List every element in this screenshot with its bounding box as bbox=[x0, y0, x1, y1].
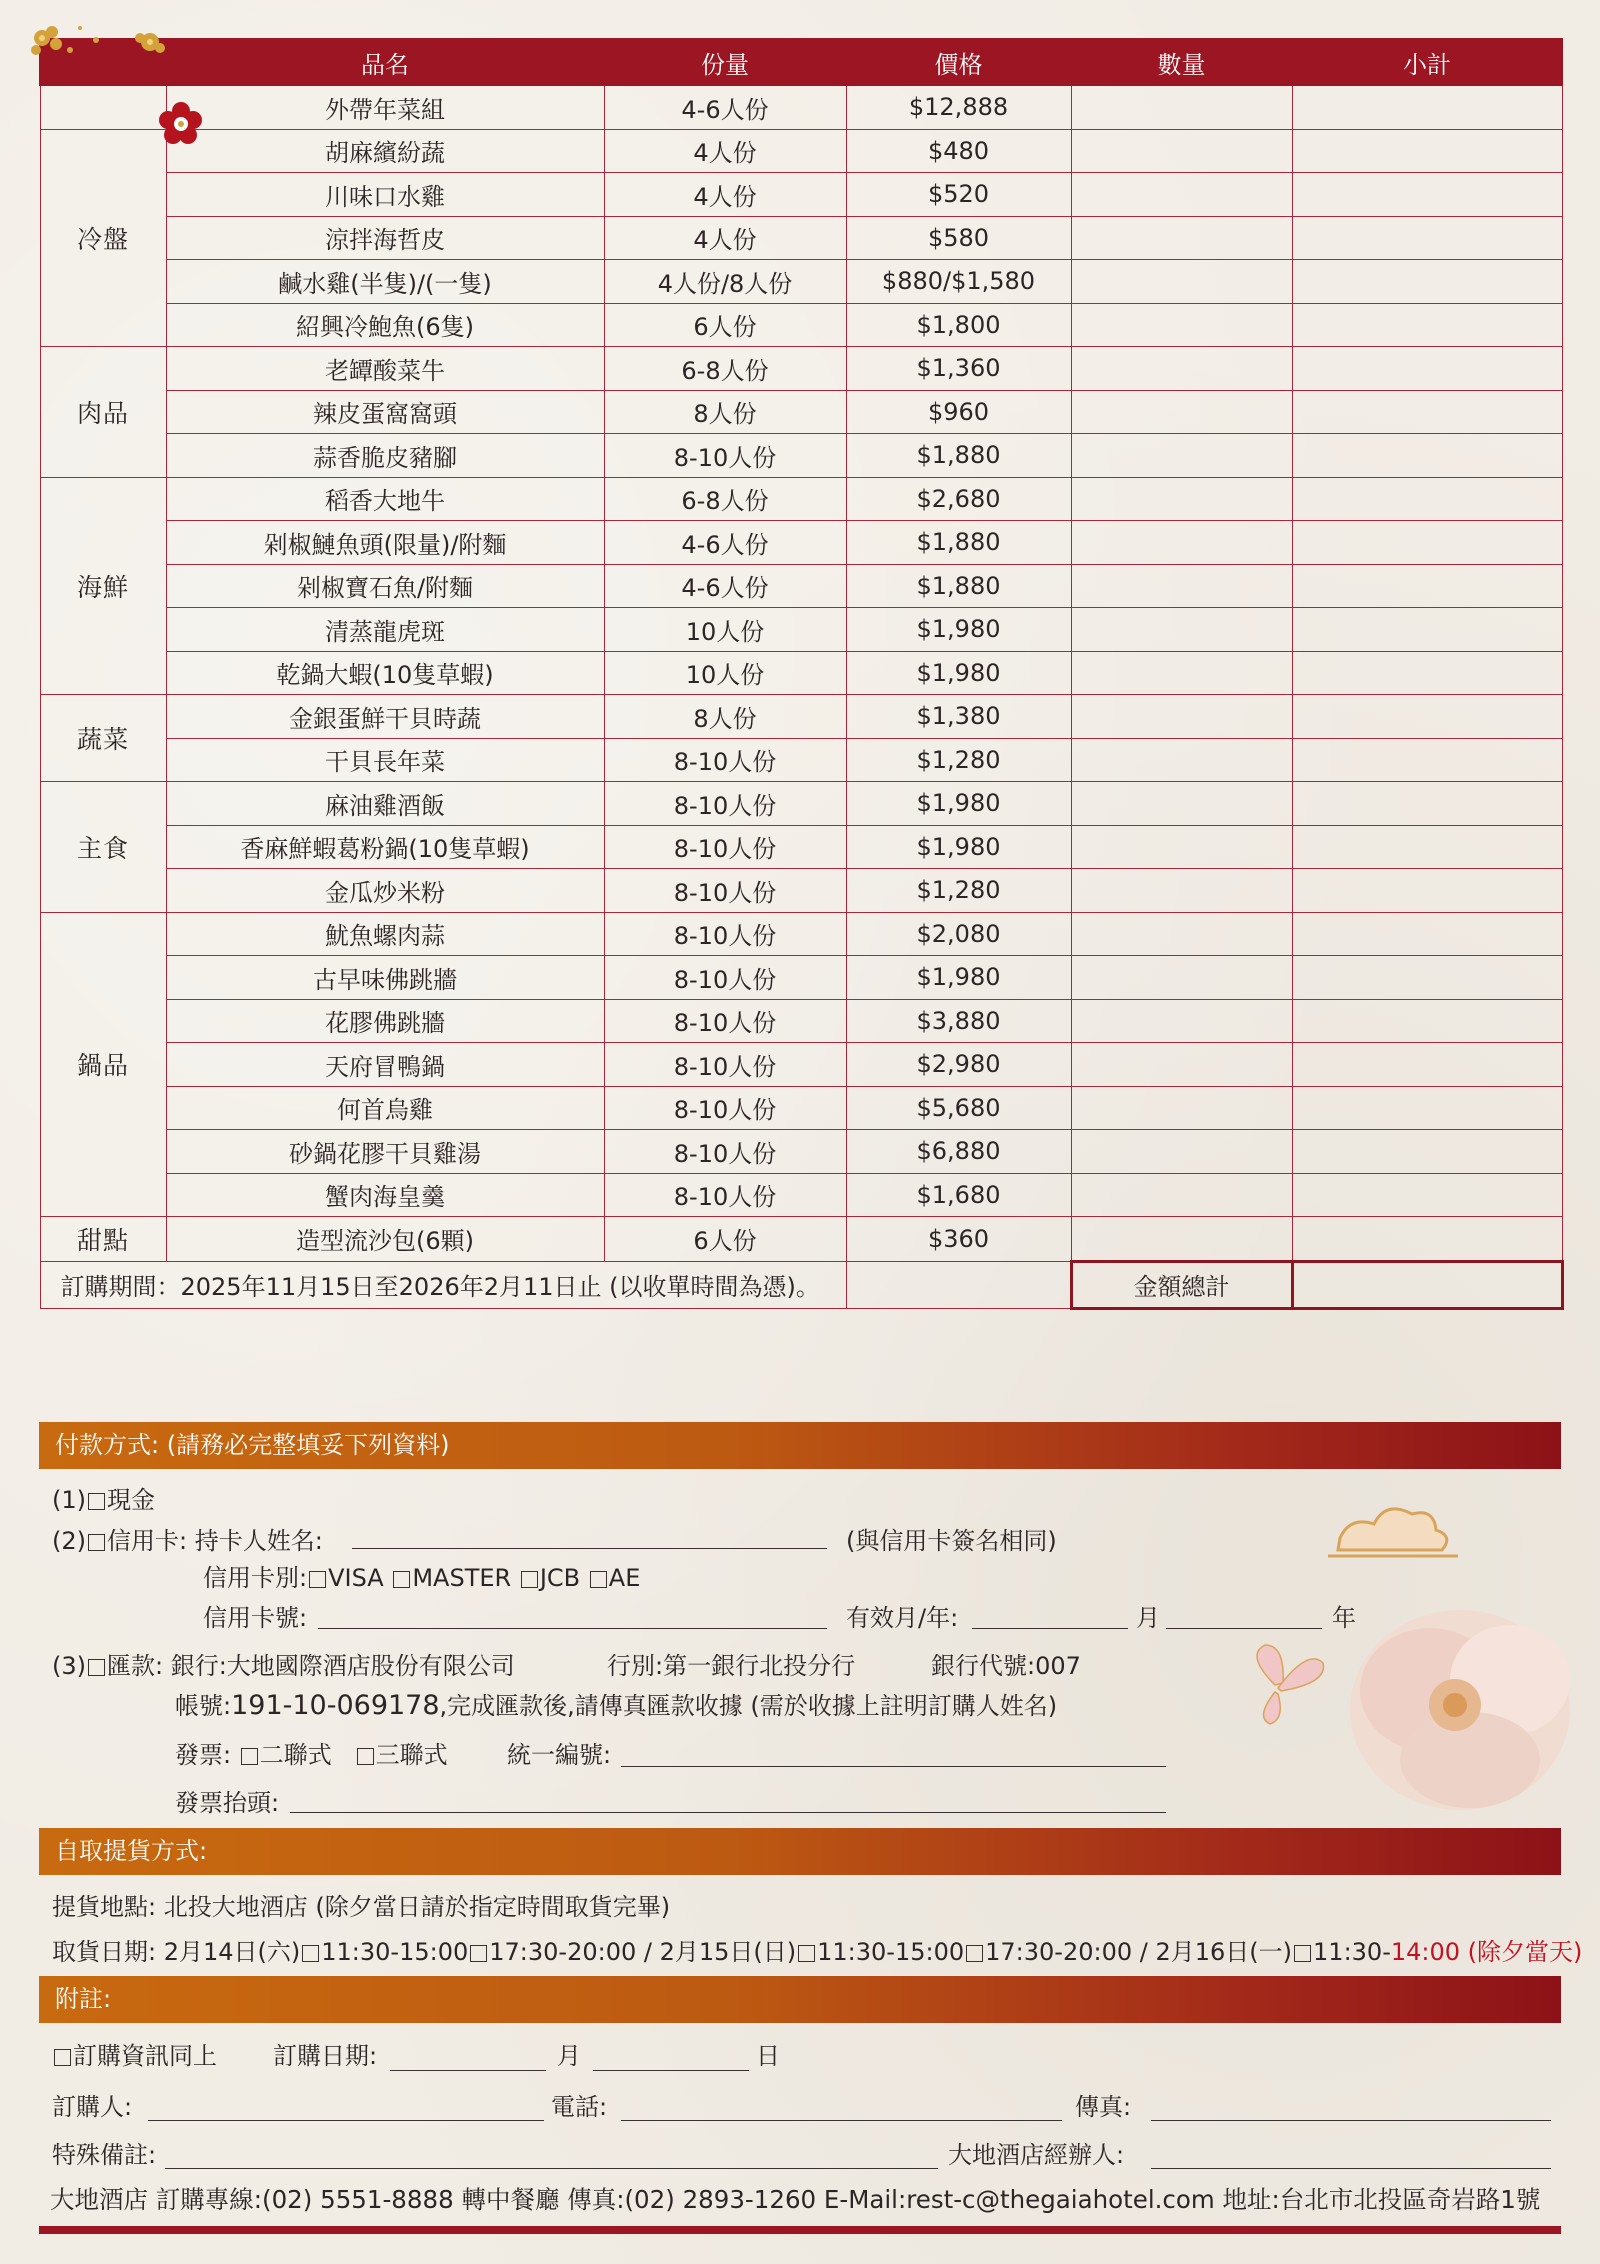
subtotal-field[interactable] bbox=[1292, 216, 1562, 260]
portion-cell: 8-10人份 bbox=[604, 999, 846, 1043]
pickup-date-label: 取貨日期: 2月14日(六) bbox=[52, 1938, 301, 1966]
quantity-field[interactable] bbox=[1071, 912, 1292, 956]
price-cell: $580 bbox=[846, 216, 1071, 260]
table-row bbox=[40, 216, 1562, 260]
quantity-field[interactable] bbox=[1071, 1217, 1292, 1262]
price-cell: $880/$1,580 bbox=[846, 260, 1071, 304]
portion-cell: 4-6人份 bbox=[604, 564, 846, 608]
same-info-label: 訂購資訊同上 bbox=[73, 2042, 217, 2070]
portion-cell: 8-10人份 bbox=[604, 869, 846, 913]
cash-prefix: (1) bbox=[52, 1486, 86, 1514]
invoice-row bbox=[175, 1735, 448, 1770]
subtotal-field[interactable] bbox=[1292, 129, 1562, 173]
pickup-dates-row bbox=[52, 1932, 1582, 1967]
item-name-cell: 干貝長年菜 bbox=[166, 738, 604, 782]
cash-checkbox[interactable] bbox=[88, 1493, 105, 1510]
account-number: 191-10-069178 bbox=[231, 1690, 440, 1721]
table-row bbox=[40, 651, 1562, 695]
quantity-field[interactable] bbox=[1071, 738, 1292, 782]
feb15-slot2: 17:30-20:00 bbox=[985, 1938, 1133, 1966]
item-name-cell: 剁椒寶石魚/附麵 bbox=[166, 564, 604, 608]
quantity-field[interactable] bbox=[1071, 869, 1292, 913]
item-name-cell: 砂鍋花膠干貝雞湯 bbox=[166, 1130, 604, 1174]
category-cell bbox=[40, 85, 166, 129]
portion-cell: 8-10人份 bbox=[604, 738, 846, 782]
visa-label: VISA bbox=[328, 1564, 384, 1592]
item-name-cell: 川味口水雞 bbox=[166, 173, 604, 217]
table-row bbox=[40, 869, 1562, 913]
orderer-label: 訂購人: bbox=[52, 2093, 133, 2121]
card-signature-note: (與信用卡簽名相同) bbox=[846, 1527, 1057, 1555]
category-cell: 主食 bbox=[40, 782, 166, 913]
feb14-slot2-checkbox[interactable] bbox=[470, 1945, 487, 1962]
item-name-cell: 魷魚螺肉蒜 bbox=[166, 912, 604, 956]
price-cell: $1,880 bbox=[846, 521, 1071, 565]
quantity-field[interactable] bbox=[1071, 303, 1292, 347]
account-row bbox=[175, 1686, 1057, 1721]
total-label: 金額總計 bbox=[1071, 1261, 1292, 1308]
subtotal-field[interactable] bbox=[1292, 956, 1562, 1000]
red-plum-blossom-icon bbox=[157, 100, 205, 148]
price-cell: $1,280 bbox=[846, 738, 1071, 782]
table-row bbox=[40, 390, 1562, 434]
portion-cell: 8-10人份 bbox=[604, 1173, 846, 1217]
quantity-field[interactable] bbox=[1071, 1130, 1292, 1174]
price-cell: $1,980 bbox=[846, 825, 1071, 869]
table-row bbox=[40, 1173, 1562, 1217]
feb14-slot1-checkbox[interactable] bbox=[302, 1945, 319, 1962]
item-name-cell: 麻油雞酒飯 bbox=[166, 782, 604, 826]
subtotal-field[interactable] bbox=[1292, 869, 1562, 913]
pickup-section-bar: 自取提貨方式: bbox=[39, 1828, 1561, 1875]
item-name-cell: 花膠佛跳牆 bbox=[166, 999, 604, 1043]
peony-flower-illustration bbox=[1220, 1480, 1600, 1830]
cash-label: 現金 bbox=[107, 1486, 155, 1514]
jcb-label: JCB bbox=[539, 1564, 581, 1592]
price-cell: $1,880 bbox=[846, 434, 1071, 478]
order-date-day-label: 日 bbox=[756, 2042, 780, 2070]
card-number-label: 信用卡號: bbox=[203, 1604, 308, 1632]
price-cell: $1,360 bbox=[846, 347, 1071, 391]
subtotal-field[interactable] bbox=[1292, 521, 1562, 565]
payment-cash-row bbox=[52, 1480, 155, 1515]
subtotal-field[interactable] bbox=[1292, 347, 1562, 391]
item-name-cell: 蟹肉海皇羹 bbox=[166, 1173, 604, 1217]
order-date-day-field[interactable] bbox=[593, 2070, 749, 2071]
total-row bbox=[40, 1261, 1562, 1308]
portion-cell: 10人份 bbox=[604, 608, 846, 652]
item-name-cell: 涼拌海哲皮 bbox=[166, 216, 604, 260]
card-holder-label: 信用卡: 持卡人姓名: bbox=[107, 1527, 323, 1555]
payment-card-row bbox=[52, 1521, 323, 1556]
item-name-cell: 外帶年菜組 bbox=[166, 85, 604, 129]
subtotal-field[interactable] bbox=[1292, 260, 1562, 304]
notes-section-bar: 附註: bbox=[39, 1976, 1561, 2023]
subtotal-field[interactable] bbox=[1292, 1130, 1562, 1174]
subtotal-field[interactable] bbox=[1292, 1043, 1562, 1087]
jcb-checkbox[interactable] bbox=[521, 1571, 538, 1588]
portion-cell: 8-10人份 bbox=[604, 1130, 846, 1174]
table-row bbox=[40, 129, 1562, 173]
invoice-two-label: 二聯式 bbox=[259, 1741, 332, 1769]
contact-footer: 大地酒店 訂購專線:(02) 5551-8888 轉中餐廳 傳真:(02) 2893-1260 E-Mail:rest-c@thegaiahotel.com 地址:台北市北投區奇岩路1號 bbox=[50, 2185, 1541, 2214]
handler-field[interactable] bbox=[1151, 2168, 1551, 2169]
total-spacer bbox=[846, 1261, 1071, 1308]
item-name-cell: 紹興冷鮑魚(6隻) bbox=[166, 303, 604, 347]
quantity-field[interactable] bbox=[1071, 129, 1292, 173]
master-label: MASTER bbox=[412, 1564, 512, 1592]
remark-label: 特殊備註: bbox=[52, 2141, 157, 2169]
item-name-cell: 稻香大地牛 bbox=[166, 477, 604, 521]
tax-id-field[interactable] bbox=[621, 1766, 1166, 1767]
subtotal-field[interactable] bbox=[1292, 173, 1562, 217]
table-row bbox=[40, 85, 1562, 129]
subtotal-field[interactable] bbox=[1292, 85, 1562, 129]
item-name-cell: 鹹水雞(半隻)/(一隻) bbox=[166, 260, 604, 304]
portion-cell: 8人份 bbox=[604, 695, 846, 739]
category-cell: 海鮮 bbox=[40, 477, 166, 695]
transfer-bank: 匯款: 銀行:大地國際酒店股份有限公司 bbox=[107, 1652, 515, 1680]
item-name-cell: 古早味佛跳牆 bbox=[166, 956, 604, 1000]
price-cell: $1,980 bbox=[846, 608, 1071, 652]
portion-cell: 8-10人份 bbox=[604, 912, 846, 956]
item-name-cell: 金銀蛋鮮干貝時蔬 bbox=[166, 695, 604, 739]
table-row bbox=[40, 825, 1562, 869]
subtotal-field[interactable] bbox=[1292, 999, 1562, 1043]
quantity-field[interactable] bbox=[1071, 999, 1292, 1043]
item-name-cell: 辣皮蛋窩窩頭 bbox=[166, 390, 604, 434]
subtotal-field[interactable] bbox=[1292, 303, 1562, 347]
subtotal-field[interactable] bbox=[1292, 434, 1562, 478]
fax-field[interactable] bbox=[1151, 2120, 1551, 2121]
quantity-field[interactable] bbox=[1071, 390, 1292, 434]
quantity-field[interactable] bbox=[1071, 608, 1292, 652]
price-cell: $1,980 bbox=[846, 651, 1071, 695]
item-name-cell: 乾鍋大蝦(10隻草蝦) bbox=[166, 651, 604, 695]
quantity-field[interactable] bbox=[1071, 1043, 1292, 1087]
same-info-row bbox=[52, 2036, 217, 2071]
order-body bbox=[40, 85, 1562, 1261]
visa-checkbox[interactable] bbox=[309, 1571, 326, 1588]
table-row bbox=[40, 738, 1562, 782]
portion-cell: 6-8人份 bbox=[604, 477, 846, 521]
quantity-field[interactable] bbox=[1071, 85, 1292, 129]
bottom-rule bbox=[39, 2226, 1561, 2234]
portion-cell: 8-10人份 bbox=[604, 1086, 846, 1130]
invoice-title-field[interactable] bbox=[290, 1812, 1166, 1813]
price-cell: $1,880 bbox=[846, 564, 1071, 608]
transfer-branch: 行別:第一銀行北投分行 bbox=[607, 1652, 856, 1680]
portion-cell: 8-10人份 bbox=[604, 825, 846, 869]
subtotal-field[interactable] bbox=[1292, 564, 1562, 608]
same-info-checkbox[interactable] bbox=[54, 2049, 71, 2066]
table-row bbox=[40, 999, 1562, 1043]
table-row bbox=[40, 912, 1562, 956]
header-subtotal: 小計 bbox=[1292, 39, 1562, 85]
quantity-field[interactable] bbox=[1071, 782, 1292, 826]
subtotal-field[interactable] bbox=[1292, 695, 1562, 739]
invoice-title-label: 發票抬頭: bbox=[175, 1789, 280, 1817]
portion-cell: 8人份 bbox=[604, 390, 846, 434]
price-cell: $1,380 bbox=[846, 695, 1071, 739]
card-checkbox[interactable] bbox=[88, 1534, 105, 1551]
transfer-prefix: (3) bbox=[52, 1652, 86, 1680]
table-row bbox=[40, 434, 1562, 478]
quantity-field[interactable] bbox=[1071, 825, 1292, 869]
portion-cell: 8-10人份 bbox=[604, 782, 846, 826]
feb14-slot1: 11:30-15:00 bbox=[321, 1938, 469, 1966]
expiry-month-label: 月 bbox=[1136, 1604, 1160, 1632]
order-table bbox=[39, 38, 1564, 1310]
ae-checkbox[interactable] bbox=[590, 1571, 607, 1588]
category-cell: 甜點 bbox=[40, 1217, 166, 1262]
feb15-label: / 2月15日(日) bbox=[636, 1938, 797, 1966]
table-row bbox=[40, 608, 1562, 652]
expiry-year-label: 年 bbox=[1332, 1604, 1356, 1632]
order-date-month-field[interactable] bbox=[390, 2070, 546, 2071]
table-row bbox=[40, 260, 1562, 304]
quantity-field[interactable] bbox=[1071, 564, 1292, 608]
order-date-month-label: 月 bbox=[557, 2042, 581, 2070]
item-name-cell: 胡麻繽紛蔬 bbox=[166, 129, 604, 173]
item-name-cell: 金瓜炒米粉 bbox=[166, 869, 604, 913]
price-cell: $1,980 bbox=[846, 956, 1071, 1000]
account-note: ,完成匯款後,請傳真匯款收據 (需於收據上註明訂購人姓名) bbox=[439, 1692, 1058, 1720]
item-name-cell: 老罈酸菜牛 bbox=[166, 347, 604, 391]
table-row bbox=[40, 564, 1562, 608]
portion-cell: 8-10人份 bbox=[604, 956, 846, 1000]
subtotal-field[interactable] bbox=[1292, 390, 1562, 434]
price-cell: $12,888 bbox=[846, 85, 1071, 129]
feb15-slot1-checkbox[interactable] bbox=[798, 1945, 815, 1962]
subtotal-field[interactable] bbox=[1292, 825, 1562, 869]
table-header-row bbox=[40, 39, 1562, 85]
subtotal-field[interactable] bbox=[1292, 1173, 1562, 1217]
item-name-cell: 香麻鮮蝦葛粉鍋(10隻草蝦) bbox=[166, 825, 604, 869]
item-name-cell: 造型流沙包(6顆) bbox=[166, 1217, 604, 1262]
price-cell: $360 bbox=[846, 1217, 1071, 1262]
subtotal-field[interactable] bbox=[1292, 651, 1562, 695]
invoice-label: 發票: bbox=[175, 1741, 232, 1769]
price-cell: $5,680 bbox=[846, 1086, 1071, 1130]
price-cell: $6,880 bbox=[846, 1130, 1071, 1174]
quantity-field[interactable] bbox=[1071, 1173, 1292, 1217]
card-type-row bbox=[203, 1558, 640, 1593]
table-row bbox=[40, 477, 1562, 521]
item-name-cell: 天府冒鴨鍋 bbox=[166, 1043, 604, 1087]
portion-cell: 8-10人份 bbox=[604, 1043, 846, 1087]
portion-cell: 6人份 bbox=[604, 303, 846, 347]
table-row bbox=[40, 1130, 1562, 1174]
header-quantity: 數量 bbox=[1071, 39, 1292, 85]
subtotal-field[interactable] bbox=[1292, 608, 1562, 652]
table-row bbox=[40, 782, 1562, 826]
price-cell: $480 bbox=[846, 129, 1071, 173]
master-checkbox[interactable] bbox=[393, 1571, 410, 1588]
table-row bbox=[40, 521, 1562, 565]
tax-id-label: 統一編號: bbox=[507, 1741, 612, 1769]
quantity-field[interactable] bbox=[1071, 695, 1292, 739]
feb16-slot1-start: 11:30- bbox=[1313, 1938, 1391, 1966]
price-cell: $2,980 bbox=[846, 1043, 1071, 1087]
feb16-label: / 2月16日(一) bbox=[1132, 1938, 1293, 1966]
category-cell: 肉品 bbox=[40, 347, 166, 478]
transfer-bank-code: 銀行代號:007 bbox=[931, 1652, 1081, 1680]
price-cell: $960 bbox=[846, 390, 1071, 434]
price-cell: $2,680 bbox=[846, 477, 1071, 521]
table-row bbox=[40, 1086, 1562, 1130]
category-cell: 冷盤 bbox=[40, 129, 166, 347]
quantity-field[interactable] bbox=[1071, 434, 1292, 478]
feb16-slot1-end: 14:00 (除夕當天) bbox=[1390, 1938, 1583, 1966]
payment-section-bar: 付款方式: (請務必完整填妥下列資料) bbox=[39, 1422, 1561, 1469]
category-cell: 鍋品 bbox=[40, 912, 166, 1217]
item-name-cell: 何首烏雞 bbox=[166, 1086, 604, 1130]
feb15-slot2-checkbox[interactable] bbox=[966, 1945, 983, 1962]
portion-cell: 8-10人份 bbox=[604, 434, 846, 478]
handler-label: 大地酒店經辦人: bbox=[948, 2141, 1125, 2169]
feb16-slot1-checkbox[interactable] bbox=[1294, 1945, 1311, 1962]
invoice-three-label: 三聯式 bbox=[375, 1741, 448, 1769]
quantity-field[interactable] bbox=[1071, 1086, 1292, 1130]
expiry-month-field[interactable] bbox=[972, 1628, 1128, 1629]
price-cell: $1,980 bbox=[846, 782, 1071, 826]
payment-transfer-row bbox=[52, 1646, 515, 1681]
feb15-slot1: 11:30-15:00 bbox=[817, 1938, 965, 1966]
subtotal-field[interactable] bbox=[1292, 912, 1562, 956]
header-portion: 份量 bbox=[604, 39, 846, 85]
orderer-field[interactable] bbox=[148, 2120, 544, 2121]
quantity-field[interactable] bbox=[1071, 347, 1292, 391]
quantity-field[interactable] bbox=[1071, 651, 1292, 695]
subtotal-field[interactable] bbox=[1292, 1217, 1562, 1262]
price-cell: $520 bbox=[846, 173, 1071, 217]
card-holder-name-field[interactable] bbox=[352, 1548, 827, 1549]
subtotal-field[interactable] bbox=[1292, 738, 1562, 782]
subtotal-field[interactable] bbox=[1292, 1086, 1562, 1130]
item-name-cell: 蒜香脆皮豬腳 bbox=[166, 434, 604, 478]
quantity-field[interactable] bbox=[1071, 216, 1292, 260]
card-prefix: (2) bbox=[52, 1527, 86, 1555]
table-row bbox=[40, 173, 1562, 217]
portion-cell: 6人份 bbox=[604, 1217, 846, 1262]
price-cell: $3,880 bbox=[846, 999, 1071, 1043]
subtotal-field[interactable] bbox=[1292, 477, 1562, 521]
gold-blossom-icon bbox=[22, 20, 172, 80]
portion-cell: 4-6人份 bbox=[604, 85, 846, 129]
portion-cell: 4-6人份 bbox=[604, 521, 846, 565]
expiry-label: 有效月/年: bbox=[846, 1604, 959, 1632]
header-price: 價格 bbox=[846, 39, 1071, 85]
pickup-location: 提貨地點: 北投大地酒店 (除夕當日請於指定時間取貨完畢) bbox=[52, 1893, 671, 1921]
header-item-name: 品名 bbox=[166, 39, 604, 85]
table-row bbox=[40, 695, 1562, 739]
table-row bbox=[40, 303, 1562, 347]
total-amount-field[interactable] bbox=[1292, 1261, 1562, 1308]
portion-cell: 4人份 bbox=[604, 173, 846, 217]
card-type-label: 信用卡別: bbox=[203, 1564, 308, 1592]
quantity-field[interactable] bbox=[1071, 521, 1292, 565]
price-cell: $1,280 bbox=[846, 869, 1071, 913]
table-row bbox=[40, 1217, 1562, 1262]
fax-label: 傳真: bbox=[1075, 2093, 1132, 2121]
phone-field[interactable] bbox=[621, 2120, 1062, 2121]
card-number-field[interactable] bbox=[318, 1628, 827, 1629]
invoice-two-checkbox[interactable] bbox=[241, 1748, 258, 1765]
quantity-field[interactable] bbox=[1071, 173, 1292, 217]
table-row bbox=[40, 347, 1562, 391]
item-name-cell: 清蒸龍虎斑 bbox=[166, 608, 604, 652]
portion-cell: 4人份/8人份 bbox=[604, 260, 846, 304]
order-period: 訂購期間：2025年11月15日至2026年2月11日止 (以收單時間為憑)。 bbox=[40, 1261, 846, 1308]
phone-label: 電話: bbox=[551, 2093, 608, 2121]
portion-cell: 4人份 bbox=[604, 129, 846, 173]
portion-cell: 10人份 bbox=[604, 651, 846, 695]
portion-cell: 4人份 bbox=[604, 216, 846, 260]
table-row bbox=[40, 956, 1562, 1000]
quantity-field[interactable] bbox=[1071, 956, 1292, 1000]
price-cell: $1,800 bbox=[846, 303, 1071, 347]
price-cell: $2,080 bbox=[846, 912, 1071, 956]
category-cell: 蔬菜 bbox=[40, 695, 166, 782]
quantity-field[interactable] bbox=[1071, 260, 1292, 304]
portion-cell: 6-8人份 bbox=[604, 347, 846, 391]
subtotal-field[interactable] bbox=[1292, 782, 1562, 826]
account-label: 帳號: bbox=[175, 1692, 232, 1720]
ae-label: AE bbox=[608, 1564, 641, 1592]
feb14-slot2: 17:30-20:00 bbox=[489, 1938, 637, 1966]
item-name-cell: 剁椒鰱魚頭(限量)/附麵 bbox=[166, 521, 604, 565]
order-date-label: 訂購日期: bbox=[273, 2042, 378, 2070]
table-row bbox=[40, 1043, 1562, 1087]
quantity-field[interactable] bbox=[1071, 477, 1292, 521]
transfer-checkbox[interactable] bbox=[88, 1659, 105, 1676]
invoice-three-checkbox[interactable] bbox=[357, 1748, 374, 1765]
price-cell: $1,680 bbox=[846, 1173, 1071, 1217]
remark-field[interactable] bbox=[165, 2168, 938, 2169]
